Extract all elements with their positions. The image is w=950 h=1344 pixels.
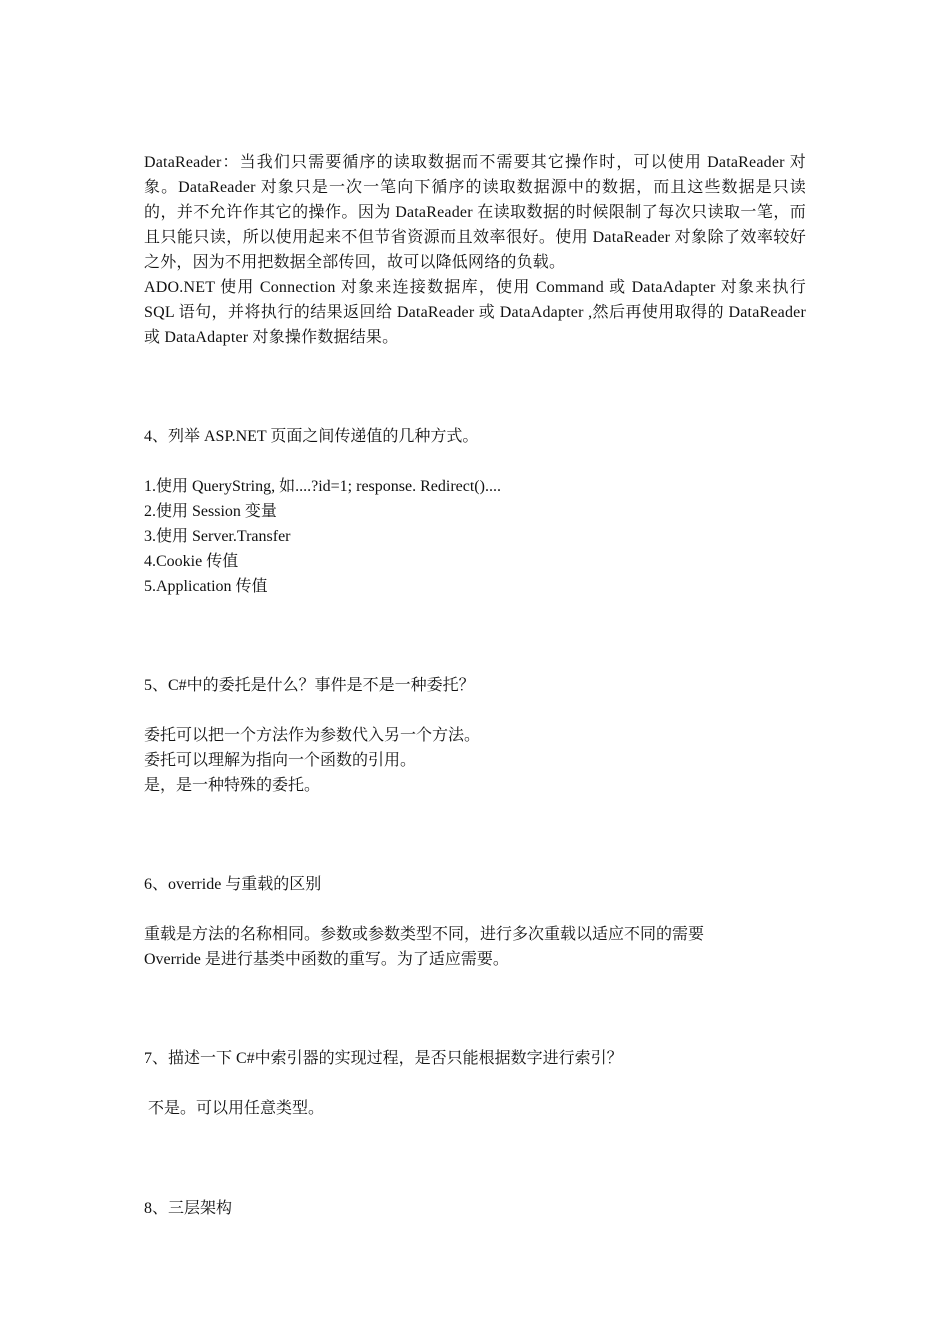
question-5-section [144, 673, 806, 698]
question-4-section [144, 424, 806, 449]
adonet-paragraph: ADO.NET 使用 Connection 对象来连接数据库，使用 Command 或 DataAdapter 对象来执行 SQL 语句，并将执行的结果返回给 DataReader 或 DataAdapter ,然后再使用取得的 DataReader 或 DataAdapter 对象操作数据结果。 [144, 279, 806, 346]
question-8-section [144, 1196, 806, 1221]
answer-item: 委托可以把一个方法作为参数代入另一个方法。 [144, 727, 481, 744]
answer-item: 5.Application 传值 [144, 578, 268, 595]
question-6-heading: 6、override 与重载的区别 [144, 876, 322, 893]
datareader-paragraph: DataReader：当我们只需要循序的读取数据而不需要其它操作时，可以使用 DataReader 对象。DataReader 对象只是一次一笔向下循序的读取数据源中的数据，而且这些数据是只读的，并不允许作其它的操作。因为 DataReader 在读取数据的时候限制了每次只读取一笔，而且只能只读，所以使用起来不但节省资源而且效率很好。使用 DataReader 对象除了效率较好之外，因为不用把数据全部传回，故可以降低网络的负载。 [144, 154, 806, 271]
question-5-heading: 5、C#中的委托是什么？事件是不是一种委托？ [144, 677, 475, 694]
question-6-section [144, 872, 806, 897]
question-7-heading: 7、描述一下 C#中索引器的实现过程，是否只能根据数字进行索引？ [144, 1050, 623, 1067]
question-4-answer [144, 474, 806, 599]
question-5-answer [144, 723, 806, 798]
question-7-answer [144, 1096, 806, 1121]
answer-item: 是，是一种特殊的委托。 [144, 777, 321, 794]
question-6-answer [144, 922, 806, 972]
question-7-section [144, 1046, 806, 1071]
intro-section [144, 150, 806, 350]
answer-item: 4.Cookie 传值 [144, 553, 239, 570]
question-8-heading: 8、三层架构 [144, 1200, 233, 1217]
answer-item: 不是。可以用任意类型。 [144, 1100, 325, 1117]
answer-item: 重载是方法的名称相同。参数或参数类型不同，进行多次重载以适应不同的需要 [144, 926, 705, 943]
answer-item: 1.使用 QueryString, 如....?id=1; response. Redirect().... [144, 478, 501, 495]
question-4-heading: 4、列举 ASP.NET 页面之间传递值的几种方式。 [144, 428, 479, 445]
answer-item: 2.使用 Session 变量 [144, 503, 277, 520]
answer-item: 委托可以理解为指向一个函数的引用。 [144, 752, 417, 769]
answer-item: Override 是进行基类中函数的重写。为了适应需要。 [144, 951, 509, 968]
answer-item: 3.使用 Server.Transfer [144, 528, 291, 545]
